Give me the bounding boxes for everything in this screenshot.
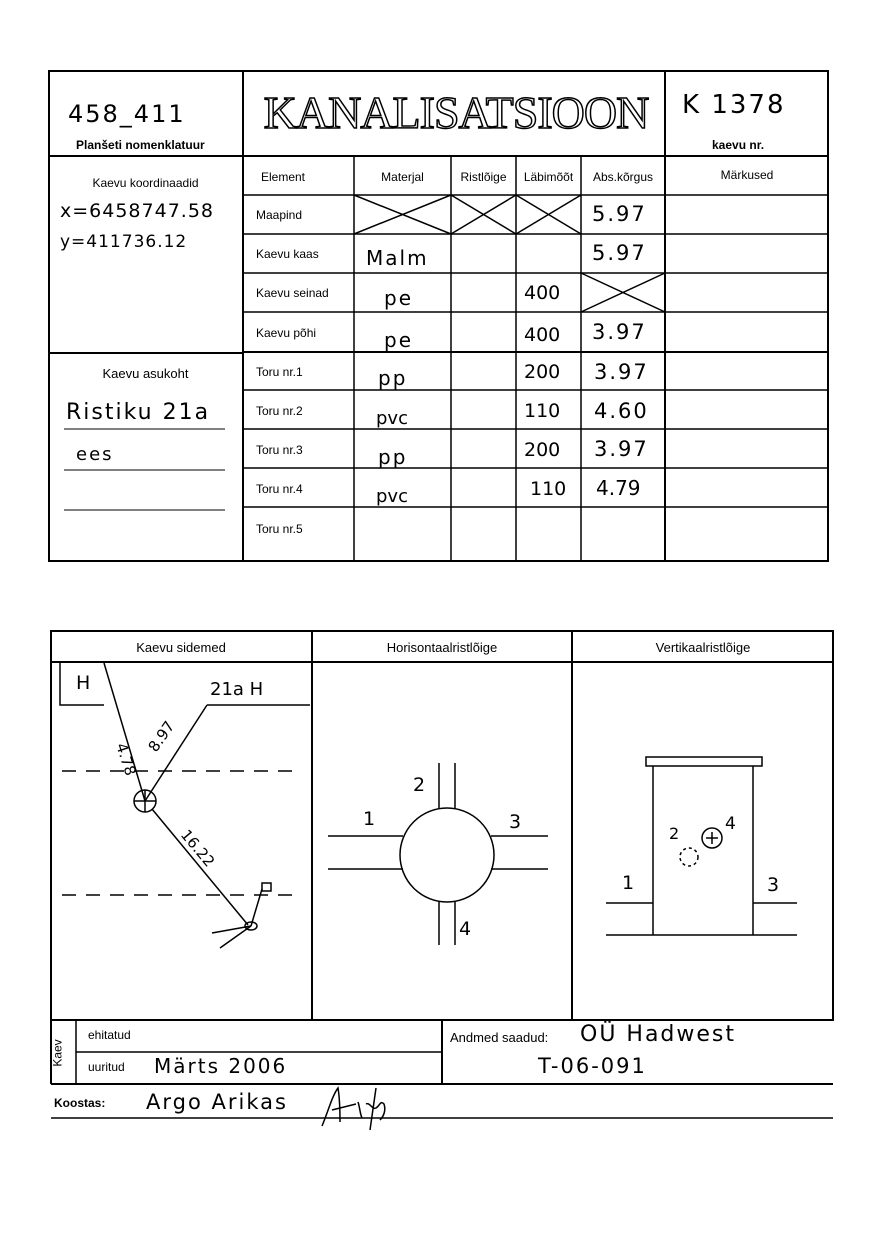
row-material: pvc bbox=[376, 408, 408, 429]
hsec-pipe4: 4 bbox=[459, 918, 472, 940]
ties-dist1: 4.78 bbox=[112, 740, 140, 779]
hsec-pipe1: 1 bbox=[363, 808, 376, 830]
nomenclature-label: Planšeti nomenklatuur bbox=[76, 138, 205, 152]
coordinate-x: x=6458747.58 bbox=[60, 200, 214, 222]
col-header-cross: Ristlõige bbox=[460, 170, 507, 184]
row-element: Kaevu seinad bbox=[256, 286, 329, 300]
diagram-section bbox=[50, 630, 834, 1022]
hsec-pipe3: 3 bbox=[509, 811, 522, 833]
row-element: Toru nr.1 bbox=[256, 365, 303, 379]
well-number-value: K 1378 bbox=[682, 90, 786, 120]
row-diameter: 400 bbox=[524, 324, 561, 346]
row-height: 4.79 bbox=[596, 476, 641, 500]
footer-section bbox=[50, 1020, 834, 1120]
vertical-section-header: Vertikaalristlõige bbox=[655, 640, 751, 655]
vsec-pipe3: 3 bbox=[767, 874, 780, 896]
row-element: Maapind bbox=[256, 208, 303, 222]
vsec-pipe2: 2 bbox=[669, 824, 680, 843]
row-material: pp bbox=[378, 445, 408, 469]
ties-h-left: H bbox=[76, 672, 91, 694]
built-label: ehitatud bbox=[88, 1028, 131, 1042]
ties-header: Kaevu sidemed bbox=[136, 640, 226, 655]
row-diameter: 110 bbox=[530, 478, 567, 500]
col-header-notes: Märkused bbox=[720, 168, 774, 182]
well-number-label: kaevu nr. bbox=[712, 138, 765, 152]
row-diameter: 110 bbox=[524, 400, 561, 422]
vsec-pipe4: 4 bbox=[725, 814, 736, 834]
vsec-pipe1: 1 bbox=[622, 872, 635, 894]
row-material: Malm bbox=[366, 246, 429, 270]
location-label: Kaevu asukoht bbox=[102, 366, 189, 381]
surveyed-value: Märts 2006 bbox=[154, 1054, 288, 1078]
col-header-height: Abs.kõrgus bbox=[592, 170, 654, 184]
data-source-company: OÜ Hadwest bbox=[580, 1022, 737, 1047]
top-form bbox=[48, 70, 829, 562]
row-height: 3.97 bbox=[594, 437, 649, 461]
ties-dist2: 8.97 bbox=[144, 717, 179, 756]
row-height: 5.97 bbox=[592, 202, 647, 226]
compiled-label: Koostas: bbox=[54, 1096, 106, 1110]
col-header-diameter: Läbimõõt bbox=[523, 170, 574, 184]
row-height: 3.97 bbox=[592, 320, 647, 344]
kaev-label: Kaev bbox=[50, 1039, 65, 1067]
row-element: Toru nr.2 bbox=[256, 404, 303, 418]
location-line1: Ristiku 21a bbox=[66, 400, 211, 425]
row-height: 4.60 bbox=[594, 399, 649, 423]
row-material: pe bbox=[384, 328, 413, 352]
horizontal-section-header: Horisontaalristlõige bbox=[386, 640, 498, 655]
row-element: Toru nr.3 bbox=[256, 443, 303, 457]
ties-diagram bbox=[52, 663, 312, 1019]
data-source-code: T-06-091 bbox=[538, 1054, 647, 1078]
hsec-pipe2: 2 bbox=[413, 774, 426, 796]
nomenclature-value: 458_411 bbox=[68, 100, 186, 128]
row-height: 3.97 bbox=[594, 360, 649, 384]
form-title: KANALISATSIOON bbox=[263, 87, 649, 138]
coordinates-label: Kaevu koordinaadid bbox=[92, 176, 199, 190]
coordinate-y: y=411736.12 bbox=[60, 232, 188, 252]
data-source-label: Andmed saadud: bbox=[450, 1030, 549, 1045]
compiled-value: Argo Arikas bbox=[146, 1090, 288, 1114]
row-material: pvc bbox=[376, 486, 408, 507]
row-material: pe bbox=[384, 286, 413, 310]
row-element: Toru nr.5 bbox=[256, 522, 303, 536]
row-element: Kaevu kaas bbox=[256, 247, 319, 261]
location-line2: ees bbox=[76, 444, 114, 465]
vertical-section-diagram bbox=[573, 663, 833, 1019]
col-header-element: Element bbox=[260, 170, 306, 184]
row-element: Kaevu põhi bbox=[256, 326, 317, 340]
row-diameter: 200 bbox=[524, 361, 561, 383]
signature bbox=[314, 1082, 404, 1132]
row-height: 5.97 bbox=[592, 241, 647, 265]
row-diameter: 400 bbox=[524, 282, 561, 304]
row-element: Toru nr.4 bbox=[256, 482, 303, 496]
ties-h-right: 21a H bbox=[210, 679, 264, 700]
row-diameter: 200 bbox=[524, 439, 561, 461]
surveyed-label: uuritud bbox=[88, 1060, 125, 1074]
row-material: pp bbox=[378, 366, 408, 390]
ties-dist3: 16.22 bbox=[176, 826, 219, 871]
col-header-material: Materjal bbox=[381, 170, 424, 184]
horizontal-section-diagram bbox=[313, 663, 571, 1019]
